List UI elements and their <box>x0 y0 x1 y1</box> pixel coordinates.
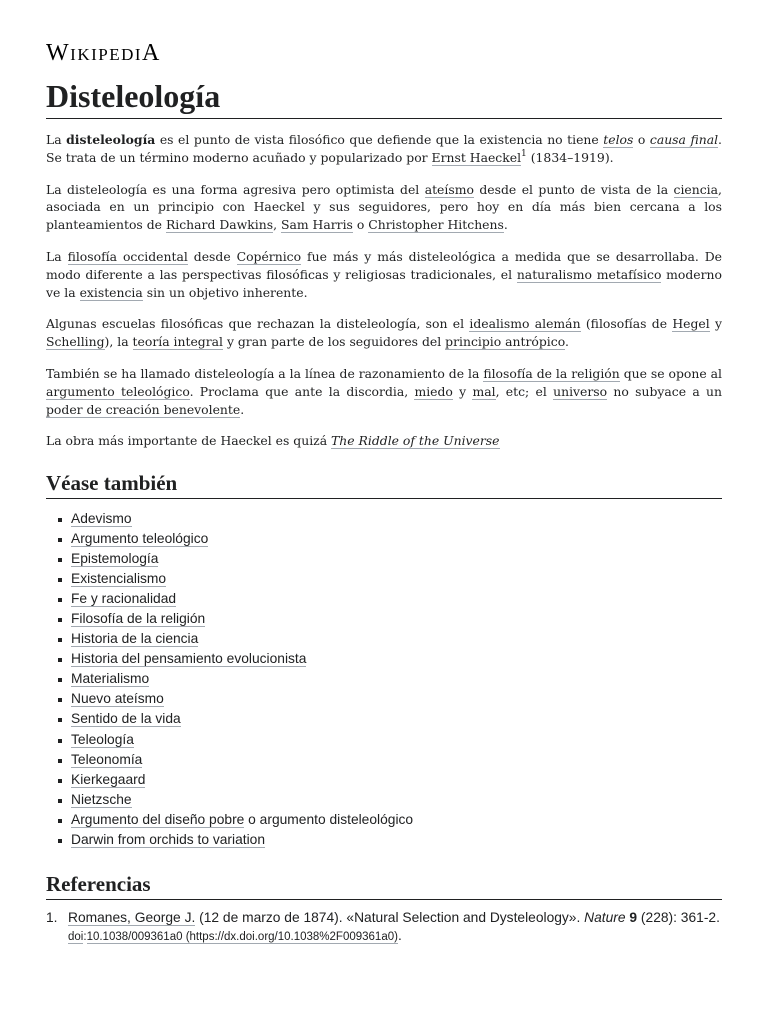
link-christopher-hitchens[interactable]: Christopher Hitchens <box>368 217 504 233</box>
reference-item: 1. Romanes, George J. (12 de marzo de 1874). «Natural Selection and Dysteleology». Nature 9 (228): 361-2. doi:10.1038/009361a0 (https://dx.doi.org/10.1038%2F009361a0). <box>46 910 720 943</box>
list-item <box>46 609 413 629</box>
link-author[interactable]: Romanes, George J. <box>68 910 196 925</box>
link-naturalismo-metafisico[interactable]: naturalismo metafísico <box>516 266 662 282</box>
paragraph-2: La disteleología es una forma agresiva pero optimista del ateísmo desde el punto de vista de la ciencia, asociada en un principio con Haeckel y sus seguidores, pero hoy en día más bien cercana a los planteamientos de Richard Dawkins, Sam Harris o Christopher Hitchens. <box>46 181 722 233</box>
see-also-link[interactable]: Argumento del diseño pobre <box>71 811 245 827</box>
see-also-link[interactable]: Darwin from orchids to variation <box>71 831 265 847</box>
link-telos[interactable]: telos <box>603 132 634 147</box>
journal-name: Nature <box>584 910 626 925</box>
link-filosofia-occidental[interactable]: filosofía occidental <box>67 248 188 264</box>
see-also-text: o argumento disteleológico <box>244 811 414 827</box>
see-also-link[interactable]: Filosofía de la religión <box>71 611 206 627</box>
link-teoria-integral[interactable]: teoría integral <box>132 334 223 350</box>
link-principio-antropico[interactable]: principio antrópico <box>445 334 565 350</box>
see-also-link[interactable]: Epistemología <box>71 551 159 567</box>
link-universo[interactable]: universo <box>553 383 608 399</box>
link-schelling[interactable]: Schelling <box>46 334 105 350</box>
link-mal[interactable]: mal <box>472 383 496 399</box>
wikipedia-logo[interactable]: WikipediA <box>46 40 161 66</box>
list-item <box>46 629 413 649</box>
paragraph-5: También se ha llamado disteleología a la línea de razonamiento de la filosofía de la religión que se opone al argumento teleológico. Proclama que ante la discordia, miedo y mal, etc; el universo no subyace a un poder de creación benevolente. <box>46 365 722 417</box>
link-existencia[interactable]: existencia <box>79 284 143 300</box>
link-causa-final[interactable]: causa final <box>649 132 719 147</box>
term-bold: disteleología <box>66 132 156 147</box>
link-riddle-universe[interactable]: The Riddle of the Universe <box>331 433 500 449</box>
list-item <box>46 649 413 669</box>
see-also-link[interactable]: Kierkegaard <box>71 771 146 787</box>
article-body <box>46 131 722 464</box>
references-heading: Referencias <box>46 871 722 900</box>
list-item <box>46 830 413 850</box>
link-copernico[interactable]: Copérnico <box>236 248 302 264</box>
link-ernst-haeckel[interactable]: Ernst Haeckel <box>431 149 522 165</box>
link-ateismo[interactable]: ateísmo <box>424 181 474 197</box>
see-also-link[interactable]: Existencialismo <box>71 571 167 587</box>
link-poder-creacion[interactable]: poder de creación benevolente <box>46 401 241 417</box>
see-also-link[interactable]: Fe y racionalidad <box>71 591 177 607</box>
see-also-link[interactable]: Argumento teleológico <box>71 531 209 547</box>
see-also-list <box>46 509 413 850</box>
page-title: Disteleología <box>46 76 722 119</box>
list-item <box>46 750 413 770</box>
link-sam-harris[interactable]: Sam Harris <box>280 217 353 233</box>
list-item <box>46 669 413 689</box>
list-item <box>46 549 413 569</box>
see-also-link[interactable]: Historia del pensamiento evolucionista <box>71 651 307 667</box>
link-argumento-teleologico[interactable]: argumento teleológico <box>46 383 190 399</box>
see-also-link[interactable]: Teleología <box>71 731 134 747</box>
list-item <box>46 770 413 790</box>
journal-volume: 9 <box>625 910 638 925</box>
see-also-link[interactable]: Nuevo ateísmo <box>71 691 164 707</box>
footnote-ref[interactable]: 1 <box>521 148 527 159</box>
link-filosofia-religion[interactable]: filosofía de la religión <box>483 365 620 381</box>
see-also-link[interactable]: Sentido de la vida <box>71 711 181 727</box>
see-also-link[interactable]: Nietzsche <box>71 791 132 807</box>
see-also-link[interactable]: Teleonomía <box>71 751 143 767</box>
link-miedo[interactable]: miedo <box>414 383 453 399</box>
link-richard-dawkins[interactable]: Richard Dawkins <box>165 217 274 233</box>
paragraph-4: Algunas escuelas filosóficas que rechazan la disteleología, son el idealismo alemán (filosofías de Hegel y Schelling), la teoría integral y gran parte de los seguidores del principio antrópico. <box>46 316 722 350</box>
list-item <box>46 709 413 729</box>
list-item <box>46 589 413 609</box>
link-doi[interactable]: 10.1038/009361a0 (https://dx.doi.org/10.1038%2F009361a0) <box>86 931 398 943</box>
references-list <box>46 909 744 946</box>
list-item <box>46 569 413 589</box>
paragraph-intro: La disteleología es el punto de vista filosófico que defiende que la existencia no tiene telos o causa final. Se trata de un término moderno acuñado y popularizado por Ernst Haeckel$^1$ (1834–1919). <box>46 132 722 165</box>
list-item <box>46 790 413 810</box>
list-item <box>46 810 413 830</box>
see-also-link[interactable]: Adevismo <box>71 511 132 526</box>
list-item <box>46 529 413 549</box>
list-item <box>46 689 413 709</box>
list-item <box>46 509 413 529</box>
reference-number: 1. <box>46 910 58 925</box>
link-hegel[interactable]: Hegel <box>672 316 710 332</box>
see-also-link[interactable]: Historia de la ciencia <box>71 631 199 647</box>
paragraph-3: La filosofía occidental desde Copérnico fue más y más disteleológica a medida que se desarrollaba. De modo diferente a las perspectivas filosóficas y religiosas tradicionales, el naturalismo metafísico moderno ve la existencia sin un objetivo inherente. <box>46 248 723 300</box>
link-doi-label[interactable]: doi <box>68 931 84 943</box>
list-item <box>46 730 413 750</box>
see-also-heading: Véase también <box>46 470 722 499</box>
paragraph-6: La obra más importante de Haeckel es quizá The Riddle of the Universe <box>46 433 500 449</box>
link-ciencia[interactable]: ciencia <box>673 181 719 197</box>
link-idealismo-aleman[interactable]: idealismo alemán <box>469 316 581 332</box>
see-also-link[interactable]: Materialismo <box>71 671 150 687</box>
